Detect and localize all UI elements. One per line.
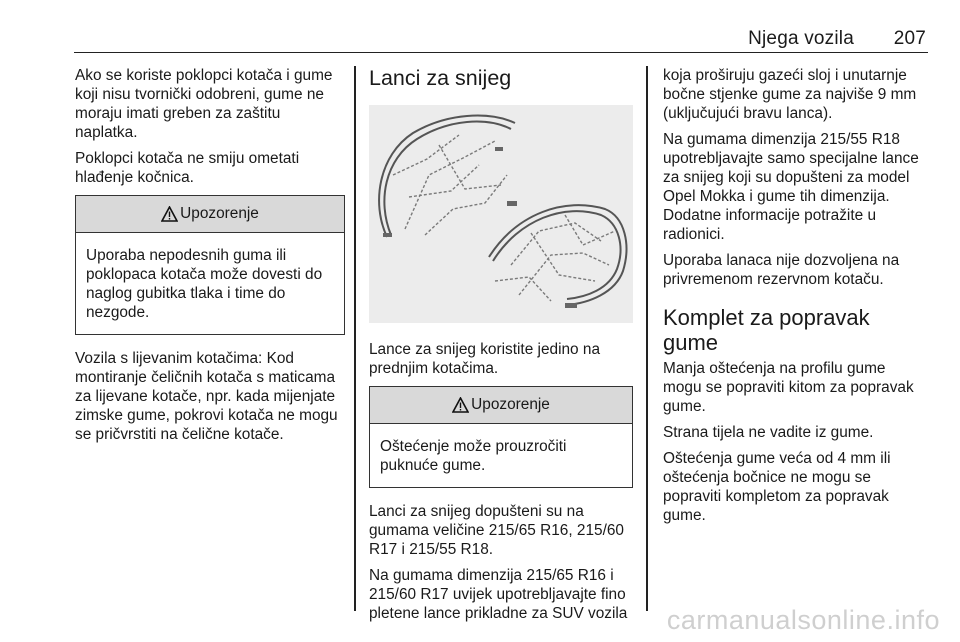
- warning-text: Uporaba nepodesnih guma ili poklopaca kotača može dovesti do naglog gubitka tlaka i time do nezgode.: [86, 247, 323, 321]
- paragraph: Poklopci kotača ne smiju ometati hlađenje kočnica.: [75, 150, 300, 186]
- warning-text: Oštećenje može prouzročiti puknuće gume.: [380, 438, 567, 474]
- warning-triangle-icon: [161, 206, 178, 222]
- warning-title: Upozorenje: [471, 396, 550, 413]
- paragraph: koja proširuju gazeći sloj i unutarnje bočne stjenke gume za najviše 9 mm (uključujući bravu lanca).: [663, 67, 917, 122]
- paragraph: Na gumama dimenzija 215/65 R16 i 215/60 R17 uvijek upotrebljavajte fino pletene lance prikladne za SUV vozila: [369, 567, 628, 622]
- snow-chains-illustration: [369, 105, 633, 323]
- paragraph: Uporaba lanaca nije dozvoljena na privremenom rezervnom kotaču.: [663, 252, 900, 288]
- warning-triangle-icon: [452, 397, 469, 413]
- paragraph: Strana tijela ne vadite iz gume.: [663, 424, 874, 441]
- column-2: [369, 66, 633, 630]
- warning-box: [369, 386, 633, 488]
- paragraph: Lanci za snijeg dopušteni su na gumama veličine 215/65 R16, 215/60 R17 i 215/55 R18.: [369, 503, 624, 558]
- warning-title: Upozorenje: [180, 205, 259, 222]
- watermark: carmanualsonline.info: [666, 605, 940, 635]
- paragraph: Oštećenja gume veća od 4 mm ili oštećenja bočnice ne mogu se popraviti kompletom za popravak gume.: [663, 450, 891, 524]
- section-title: Njega vozila: [748, 28, 854, 49]
- warning-header: [370, 387, 632, 424]
- warning-header: [76, 196, 344, 233]
- page-header: [74, 28, 928, 53]
- paragraph: Vozila s lijevanim kotačima: Kod montiranje čeličnih kotača s maticama za lijevane kotače, npr. kada mijenjate zimske gume, pokrovi kotača ne mogu se pričvrstiti na čelične kotače.: [75, 350, 338, 443]
- column-divider: [646, 66, 648, 611]
- paragraph: Lance za snijeg koristite jedino na prednjim kotačima.: [369, 341, 601, 377]
- page-number: 207: [893, 28, 926, 49]
- warning-box: [75, 195, 345, 335]
- section-heading: Lanci za snijeg: [369, 66, 512, 90]
- column-1: [75, 66, 345, 451]
- column-divider: [354, 66, 356, 611]
- paragraph: Manja oštećenja na profilu gume mogu se popraviti kitom za popravak gume.: [663, 360, 914, 415]
- section-heading: Komplet za popravak gume: [663, 305, 870, 355]
- paragraph: Na gumama dimenzija 215/55 R18 upotrebljavajte samo specijalne lance za snijeg koji su dopušteni za model Opel Mokka i gume tih dimenzija. Dodatne informacije potražite u radionici.: [663, 131, 919, 243]
- column-3: [663, 66, 928, 532]
- paragraph: Ako se koriste poklopci kotača i gume koji nisu tvornički odobreni, gume ne moraju imati greben za zaštitu naplatka.: [75, 67, 333, 141]
